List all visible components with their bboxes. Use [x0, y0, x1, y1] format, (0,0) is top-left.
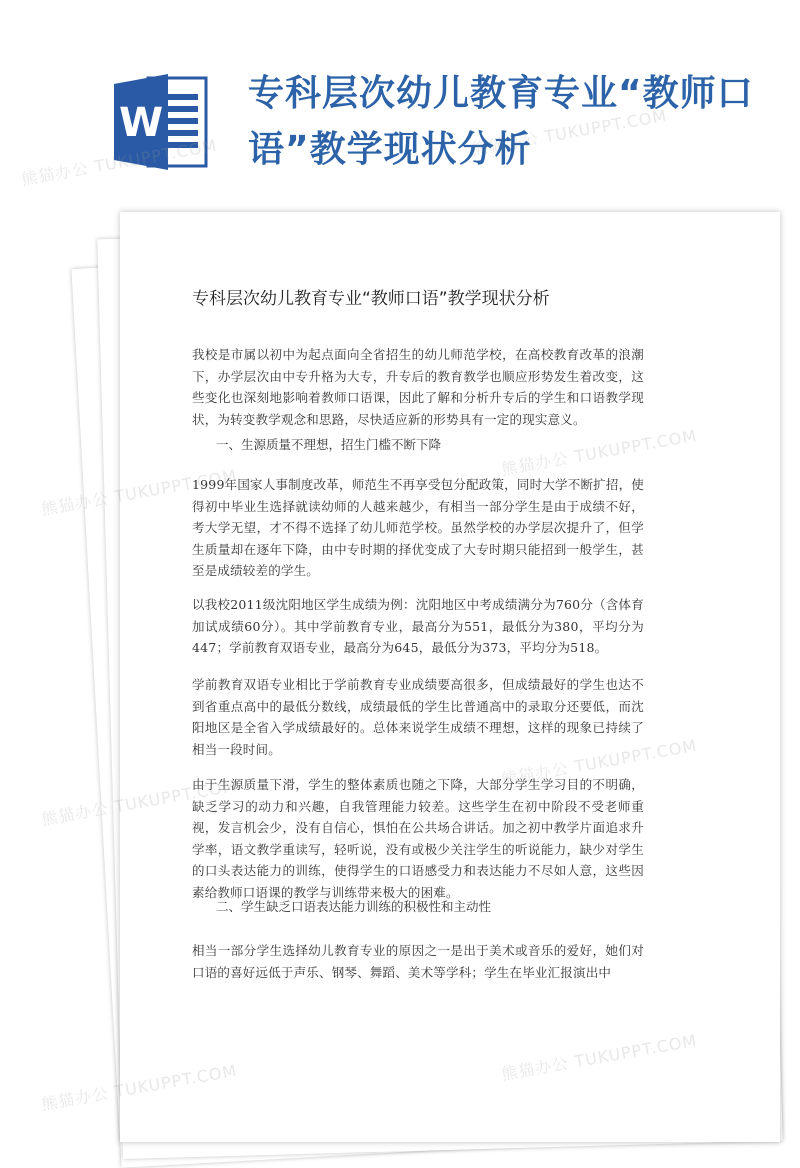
watermark: 熊猫办公 TUKUPPT.COM: [40, 465, 239, 520]
svg-text:W: W: [118, 100, 164, 146]
paragraph-interest: 相当一部分学生选择幼儿教育专业的原因之一是出于美术或音乐的爱好，她们对口语的喜好远低于声乐、钢琴、舞蹈、美术等学科；学生在毕业汇报演出中: [192, 943, 644, 980]
watermark: 熊猫办公 TUKUPPT.COM: [500, 425, 699, 480]
paragraph-reform: 1999年国家人事制度改革，师范生不再享受包分配政策，同时大学不断扩招，使得初中毕业生选择就读幼师的人越来越少，有相当一部分学生是由于成绩不好，考大学无望，才不得不选择了幼儿师范学校。虽然学校的办学层次提升了，但学生质量却在逐年下降，由中专时期的择优变成了大专时期只能招到一般学生，甚至是成绩较差的学生。: [192, 477, 644, 578]
word-document-icon: [110, 72, 210, 172]
watermark: 熊猫办公 TUKUPPT.COM: [470, 105, 669, 160]
watermark: 熊猫办公 TUKUPPT.COM: [20, 135, 219, 190]
watermark: 熊猫办公 TUKUPPT.COM: [500, 1030, 699, 1085]
paragraph-scores: 以我校2011级沈阳地区学生成绩为例：沈阳地区中考成绩满分为760分（含体育加试成绩60分）。其中学前教育专业，最高分为551，最低分为380，平均分为447；学前教育双语专业，最高分为645，最低分为373，平均分为518。: [192, 597, 644, 655]
document-title: 专科层次幼儿教育专业“教师口语”教学现状分析: [192, 289, 550, 309]
header: [0, 0, 800, 200]
section-heading-1: 一、生源质量不理想，招生门槛不断下降: [216, 437, 442, 452]
paragraph-quality: 由于生源质量下滑，学生的整体素质也随之下降，大部分学生学习目的不明确，缺乏学习的动力和兴趣，自我管理能力较差。这些学生在初中阶段不受老师重视，发言机会少，没有自信心，惧怕在公共场合讲话。加之初中教学片面追求升学率，语文教学重读写，轻听说，没有或极少关注学生的听说能力，缺少对学生的口头表达能力的训练，使得学生的口语感受力和表达能力不尽如人意，这些因素给教师口语课的教学与训练带来极大的困难。: [192, 777, 644, 900]
section-heading-2: 二、学生缺乏口语表达能力训练的积极性和主动性: [216, 899, 492, 914]
document-page: [120, 212, 780, 1142]
paragraph-intro: 我校是市属以初中为起点面向全省招生的幼儿师范学校，在高校教育改革的浪潮下，办学层次由中专升格为大专，升专后的教育教学也顺应形势发生着改变，这些变化也深刻地影响着教师口语课，因此了解和分析升专后的学生和口语教学现状，为转变教学观念和思路，尽快适应新的形势具有一定的现实意义。: [192, 347, 644, 427]
paragraph-comparison: 学前教育双语专业相比于学前教育专业成绩要高很多，但成绩最好的学生也达不到省重点高中的最低分数线，成绩最低的学生比普通高中的录取分还要低，而沈阳地区是全省入学成绩最好的。总体来说学生成绩不理想，这样的现象已持续了相当一段时间。: [192, 677, 644, 757]
watermark: 熊猫办公 TUKUPPT.COM: [40, 775, 239, 830]
page-title: 专科层次幼儿教育专业“教师口语”教学现状分析: [248, 73, 754, 170]
watermark: 熊猫办公 TUKUPPT.COM: [40, 1060, 239, 1115]
watermark: 熊猫办公 TUKUPPT.COM: [500, 735, 699, 790]
